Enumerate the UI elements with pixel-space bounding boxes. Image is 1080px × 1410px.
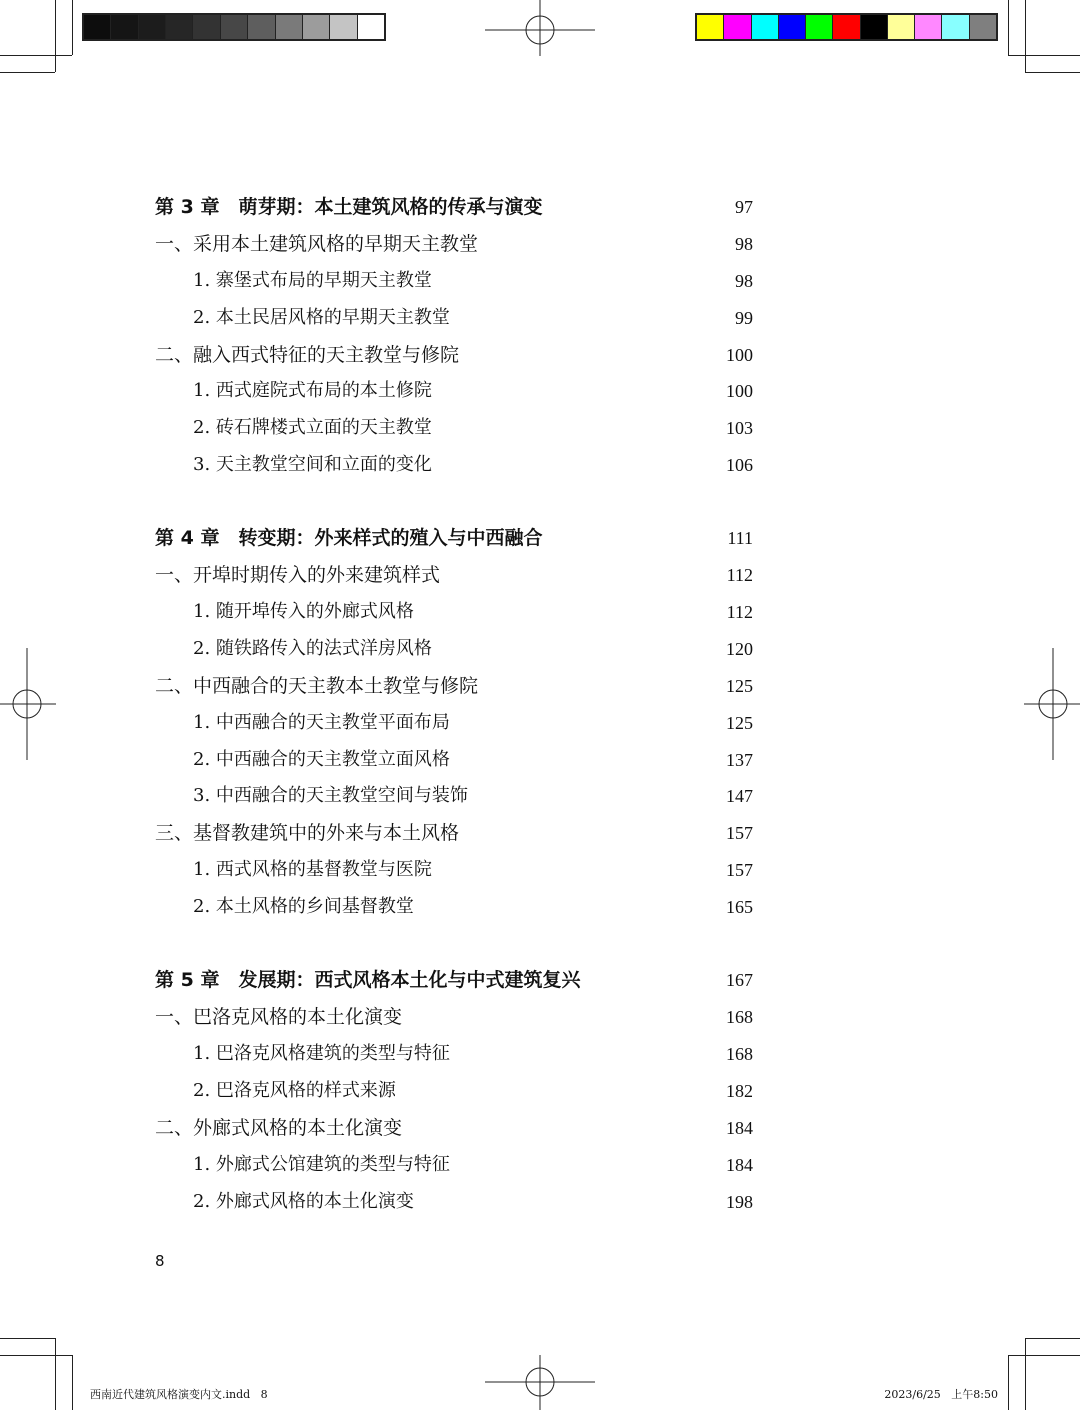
toc-entry-item xyxy=(0,376,1080,406)
toc-entry-title: 2. 外廊式风格的本土化演变 xyxy=(193,1191,414,1212)
gray-swatch xyxy=(139,15,166,39)
toc-entry-page: 147 xyxy=(726,786,753,806)
toc-entry-section xyxy=(0,818,1080,848)
toc-entry-item xyxy=(0,1076,1080,1106)
toc-entry-item xyxy=(0,413,1080,443)
color-swatch xyxy=(779,15,806,39)
color-swatch xyxy=(833,15,860,39)
toc-entry-item xyxy=(0,450,1080,480)
toc-entry-page: 198 xyxy=(726,1192,753,1212)
color-swatch xyxy=(752,15,779,39)
toc-entry-item xyxy=(0,781,1080,811)
toc-entry-item xyxy=(0,303,1080,333)
crop-mark xyxy=(1025,0,1026,72)
registration-mark-right xyxy=(1024,648,1080,760)
toc-entry-chapter xyxy=(0,523,1080,553)
toc-entry-page: 168 xyxy=(726,1044,753,1064)
toc-entry-chapter xyxy=(0,965,1080,995)
toc-entry-page: 167 xyxy=(726,970,753,990)
toc-entry-title: 2. 本土风格的乡间基督教堂 xyxy=(193,896,414,917)
crop-mark xyxy=(1008,1355,1009,1410)
gray-swatch xyxy=(276,15,303,39)
color-swatch xyxy=(861,15,888,39)
toc-entry-page: 165 xyxy=(726,897,753,917)
toc-entry-title: 2. 中西融合的天主教堂立面风格 xyxy=(193,749,450,770)
crop-mark xyxy=(0,1355,72,1356)
toc-entry-page: 168 xyxy=(726,1007,753,1027)
toc-entry-title: 3. 天主教堂空间和立面的变化 xyxy=(193,454,432,475)
toc-entry-title: 1. 寨堡式布局的早期天主教堂 xyxy=(193,270,432,291)
color-swatch xyxy=(724,15,751,39)
gray-swatch xyxy=(303,15,330,39)
toc-entry-item xyxy=(0,708,1080,738)
toc-entry-title: 一、采用本土建筑风格的早期天主教堂 xyxy=(155,233,479,255)
toc-entry-page: 112 xyxy=(726,565,753,585)
toc-entry-title: 2. 随铁路传入的法式洋房风格 xyxy=(193,638,432,659)
toc-entry-title: 一、巴洛克风格的本土化演变 xyxy=(155,1006,403,1028)
toc-entry-page: 98 xyxy=(735,271,753,291)
crop-mark xyxy=(0,55,72,56)
crop-mark xyxy=(55,1338,56,1410)
toc-entry-section xyxy=(0,1113,1080,1143)
toc-entry-title: 1. 外廊式公馆建筑的类型与特征 xyxy=(193,1154,450,1175)
toc-entry-section xyxy=(0,1002,1080,1032)
toc-entry-section xyxy=(0,560,1080,590)
toc-entry-title: 二、外廊式风格的本土化演变 xyxy=(155,1117,403,1139)
gray-swatch xyxy=(248,15,275,39)
toc-entry-title: 1. 巴洛克风格建筑的类型与特征 xyxy=(193,1043,450,1064)
toc-entry-page: 112 xyxy=(726,602,753,622)
crop-mark xyxy=(1025,72,1080,73)
toc-entry-chapter xyxy=(0,192,1080,222)
color-swatch xyxy=(970,15,996,39)
toc-entry-section xyxy=(0,229,1080,259)
toc-entry-item xyxy=(0,892,1080,922)
crop-mark xyxy=(55,0,56,72)
color-swatch xyxy=(806,15,833,39)
toc-entry-item xyxy=(0,1150,1080,1180)
gray-swatch xyxy=(358,15,384,39)
gray-swatch xyxy=(221,15,248,39)
process-color-bar xyxy=(695,13,998,41)
toc-entry-page: 157 xyxy=(726,860,753,880)
toc-entry-title: 1. 随开埠传入的外廊式风格 xyxy=(193,601,414,622)
gray-swatch xyxy=(330,15,357,39)
crop-mark xyxy=(72,0,73,55)
toc-entry-page: 100 xyxy=(726,345,753,365)
toc-entry-item xyxy=(0,1039,1080,1069)
toc-entry-title: 2. 巴洛克风格的样式来源 xyxy=(193,1080,396,1101)
gray-swatch xyxy=(193,15,220,39)
crop-mark xyxy=(0,1338,55,1339)
toc-entry-title: 2. 本土民居风格的早期天主教堂 xyxy=(193,307,450,328)
toc-entry-title: 1. 西式庭院式布局的本土修院 xyxy=(193,380,432,401)
toc-entry-page: 125 xyxy=(726,713,753,733)
toc-entry-item xyxy=(0,597,1080,627)
toc-entry-title: 2. 砖石牌楼式立面的天主教堂 xyxy=(193,417,432,438)
color-swatch xyxy=(697,15,724,39)
crop-mark xyxy=(1008,1355,1080,1356)
gray-swatch xyxy=(166,15,193,39)
toc-entry-page: 111 xyxy=(727,528,753,548)
toc-entry-page: 137 xyxy=(726,750,753,770)
crop-mark xyxy=(1025,1338,1080,1339)
registration-mark-left xyxy=(0,648,56,760)
toc-entry-item xyxy=(0,745,1080,775)
toc-entry-page: 100 xyxy=(726,381,753,401)
footer-file-name: 西南近代建筑风格演变内文.indd 8 xyxy=(90,1388,268,1401)
toc-entry-page: 157 xyxy=(726,823,753,843)
toc-entry-page: 97 xyxy=(735,197,753,217)
crop-mark xyxy=(72,1355,73,1410)
color-swatch xyxy=(942,15,969,39)
toc-entry-page: 99 xyxy=(735,308,753,328)
toc-entry-page: 120 xyxy=(726,639,753,659)
toc-entry-page: 103 xyxy=(726,418,753,438)
toc-entry-page: 125 xyxy=(726,676,753,696)
toc-entry-page: 182 xyxy=(726,1081,753,1101)
gray-swatch xyxy=(111,15,138,39)
page-number: 8 xyxy=(155,1252,165,1270)
toc-entry-page: 184 xyxy=(726,1118,753,1138)
toc-entry-title: 第 3 章 萌芽期：本土建筑风格的传承与演变 xyxy=(155,196,543,218)
registration-mark-top xyxy=(485,0,595,60)
crop-mark xyxy=(0,72,55,73)
crop-mark xyxy=(1025,1338,1026,1410)
registration-mark-bottom xyxy=(485,1355,595,1410)
toc-entry-title: 二、中西融合的天主教本土教堂与修院 xyxy=(155,675,479,697)
toc-entry-item xyxy=(0,634,1080,664)
toc-entry-title: 3. 中西融合的天主教堂空间与装饰 xyxy=(193,785,468,806)
toc-entry-section xyxy=(0,340,1080,370)
crop-mark xyxy=(1008,0,1009,55)
toc-entry-item xyxy=(0,1187,1080,1217)
toc-entry-item xyxy=(0,855,1080,885)
toc-entry-item xyxy=(0,266,1080,296)
toc-entry-section xyxy=(0,671,1080,701)
toc-entry-title: 1. 中西融合的天主教堂平面布局 xyxy=(193,712,450,733)
color-swatch xyxy=(915,15,942,39)
toc-entry-page: 106 xyxy=(726,455,753,475)
toc-entry-title: 1. 西式风格的基督教堂与医院 xyxy=(193,859,432,880)
crop-mark xyxy=(1008,55,1080,56)
toc-entry-page: 98 xyxy=(735,234,753,254)
grayscale-color-bar xyxy=(82,13,386,41)
toc-entry-page: 184 xyxy=(726,1155,753,1175)
toc-entry-title: 一、开埠时期传入的外来建筑样式 xyxy=(155,564,441,586)
toc-entry-title: 三、基督教建筑中的外来与本土风格 xyxy=(155,822,460,844)
toc-entry-title: 第 5 章 发展期：西式风格本土化与中式建筑复兴 xyxy=(155,969,581,991)
color-swatch xyxy=(888,15,915,39)
toc-entry-title: 第 4 章 转变期：外来样式的殖入与中西融合 xyxy=(155,527,543,549)
gray-swatch xyxy=(84,15,111,39)
footer-timestamp: 2023/6/25 上午8:50 xyxy=(884,1388,998,1401)
toc-entry-title: 二、融入西式特征的天主教堂与修院 xyxy=(155,344,460,366)
